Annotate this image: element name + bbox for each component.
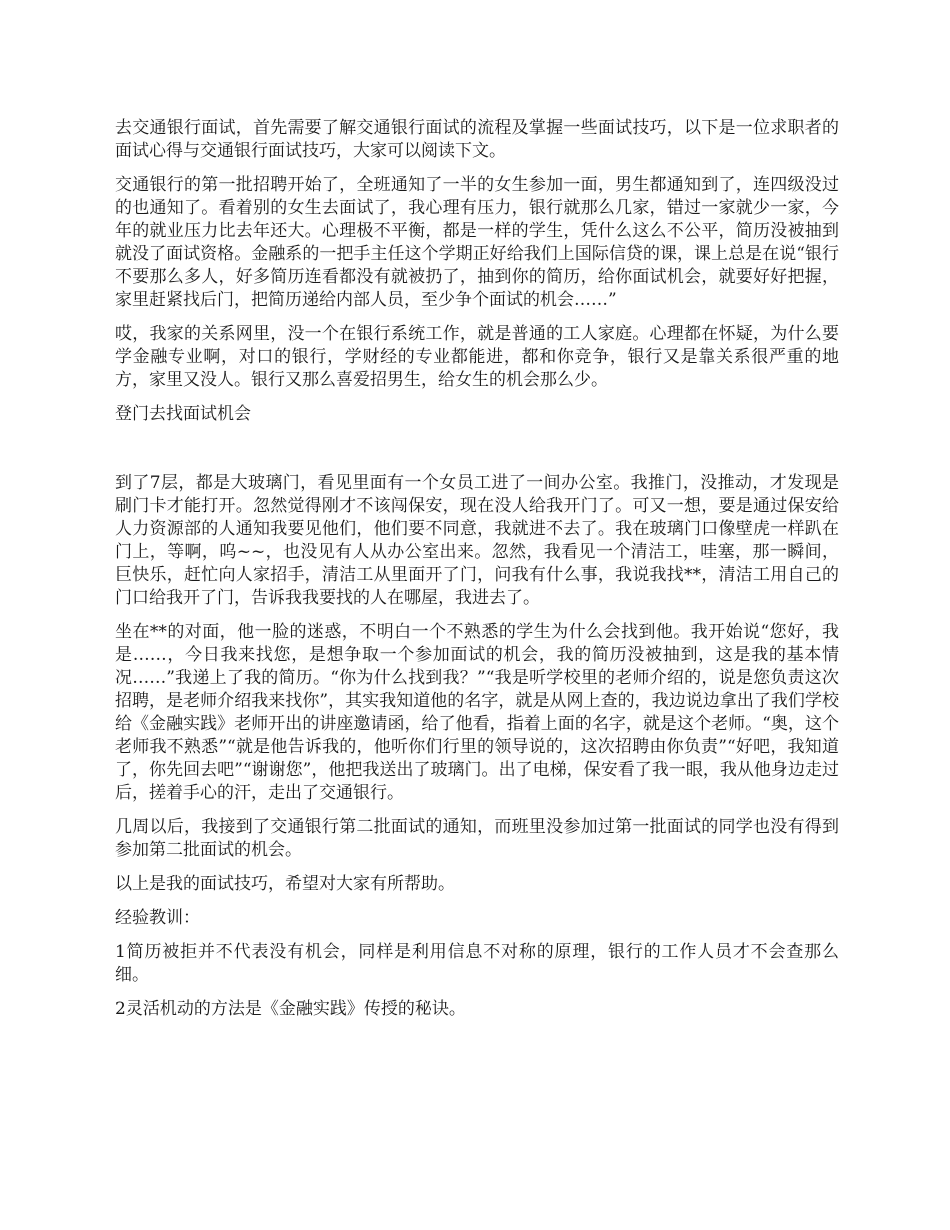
body-paragraph-recruitment: 交通银行的第一批招聘开始了，全班通知了一半的女生参加一面，男生都通知到了，连四级没过的也通知了。看着别的女生去面试了，我心理有压力，银行就那么几家，错过一家就少一家，今年的就业压力比去年还大。心理极不平衡，都是一样的学生，凭什么这么不公平，简历没被抽到就没了面试资格。金融系的一把手主任这个学期正好给我们上国际信贷的课，课上总是在说“银行不要那么多人，好多简历连看都没有就被扔了，抽到你的简历，给你面试机会，就要好好把握，家里赶紧找后门，把简历递给内部人员，至少争个面试的机会……” [115, 175, 839, 310]
body-paragraph-seventh-floor: 到了7层，都是大玻璃门，看见里面有一个女员工进了一间办公室。我推门，没推动，才发现是刷门卡才能打开。忽然觉得刚才不该闯保安，现在没人给我开门了。可又一想，要是通过保安给人力资源部的人通知我要见他们，他们要不同意，我就进不去了。我在玻璃门口像壁虎一样趴在门上，等啊，呜~~，也没见有人从办公室出来。忽然，我看见一个清洁工，哇塞，那一瞬间，巨快乐，赶忙向人家招手，清洁工从里面开了门，问我有什么事，我说我找**，清洁工用自己的门口给我开了门，告诉我我要找的人在哪屋，我进去了。 [115, 473, 839, 608]
intro-paragraph: 去交通银行面试，首先需要了解交通银行面试的流程及掌握一些面试技巧，以下是一位求职者的面试心得与交通银行面试技巧，大家可以阅读下文。 [115, 118, 839, 161]
section-heading: 登门去找面试机会 [115, 404, 251, 424]
body-paragraph-closing: 以上是我的面试技巧，希望对大家有所帮助。 [115, 874, 455, 894]
document-body [115, 117, 839, 1032]
body-paragraph-meeting: 坐在**的对面，他一脸的迷惑，不明白一个不熟悉的学生为什么会找到他。我开始说“您好，我是……，今日我来找您，是想争取一个参加面试的机会，我的简历没被抽到，这是我的基本情况……”我递上了我的简历。“你为什么找到我？”“我是听学校里的老师介绍的，说是您负责这次招聘，是老师介绍我来找你”，其实我知道他的名字，就是从网上查的，我边说边拿出了我们学校给《金融实践》老师开出的讲座邀请函，给了他看，指着上面的名字，就是这个老师。“奥，这个老师我不熟悉”“就是他告诉我的，他听你们行里的领导说的，这次招聘由你负责”“好吧，我知道了，你先回去吧”“谢谢您”，他把我送出了玻璃门。出了电梯，保安看了我一眼，我从他身边走过后，搓着手心的汗，走出了交通银行。 [115, 622, 839, 803]
lesson-item-2: 2灵活机动的方法是《金融实践》传授的秘诀。 [115, 999, 466, 1019]
lesson-item-1: 1简历被拒并不代表没有机会，同样是利用信息不对称的原理，银行的工作人员才不会查那么细。 [115, 942, 839, 985]
section-spacer [115, 437, 839, 472]
body-paragraph-result: 几周以后，我接到了交通银行第二批面试的通知，而班里没参加过第一批面试的同学也没有得到参加第二批面试的机会。 [115, 817, 839, 860]
body-paragraph-family: 哎，我家的关系网里，没一个在银行系统工作，就是普通的工人家庭。心理都在怀疑，为什么要学金融专业啊，对口的银行，学财经的专业都能进，都和你竞争，银行又是靠关系很严重的地方，家里又没人。银行又那么喜爱招男生，给女生的机会那么少。 [115, 324, 839, 390]
lessons-heading: 经验教训： [115, 908, 200, 928]
